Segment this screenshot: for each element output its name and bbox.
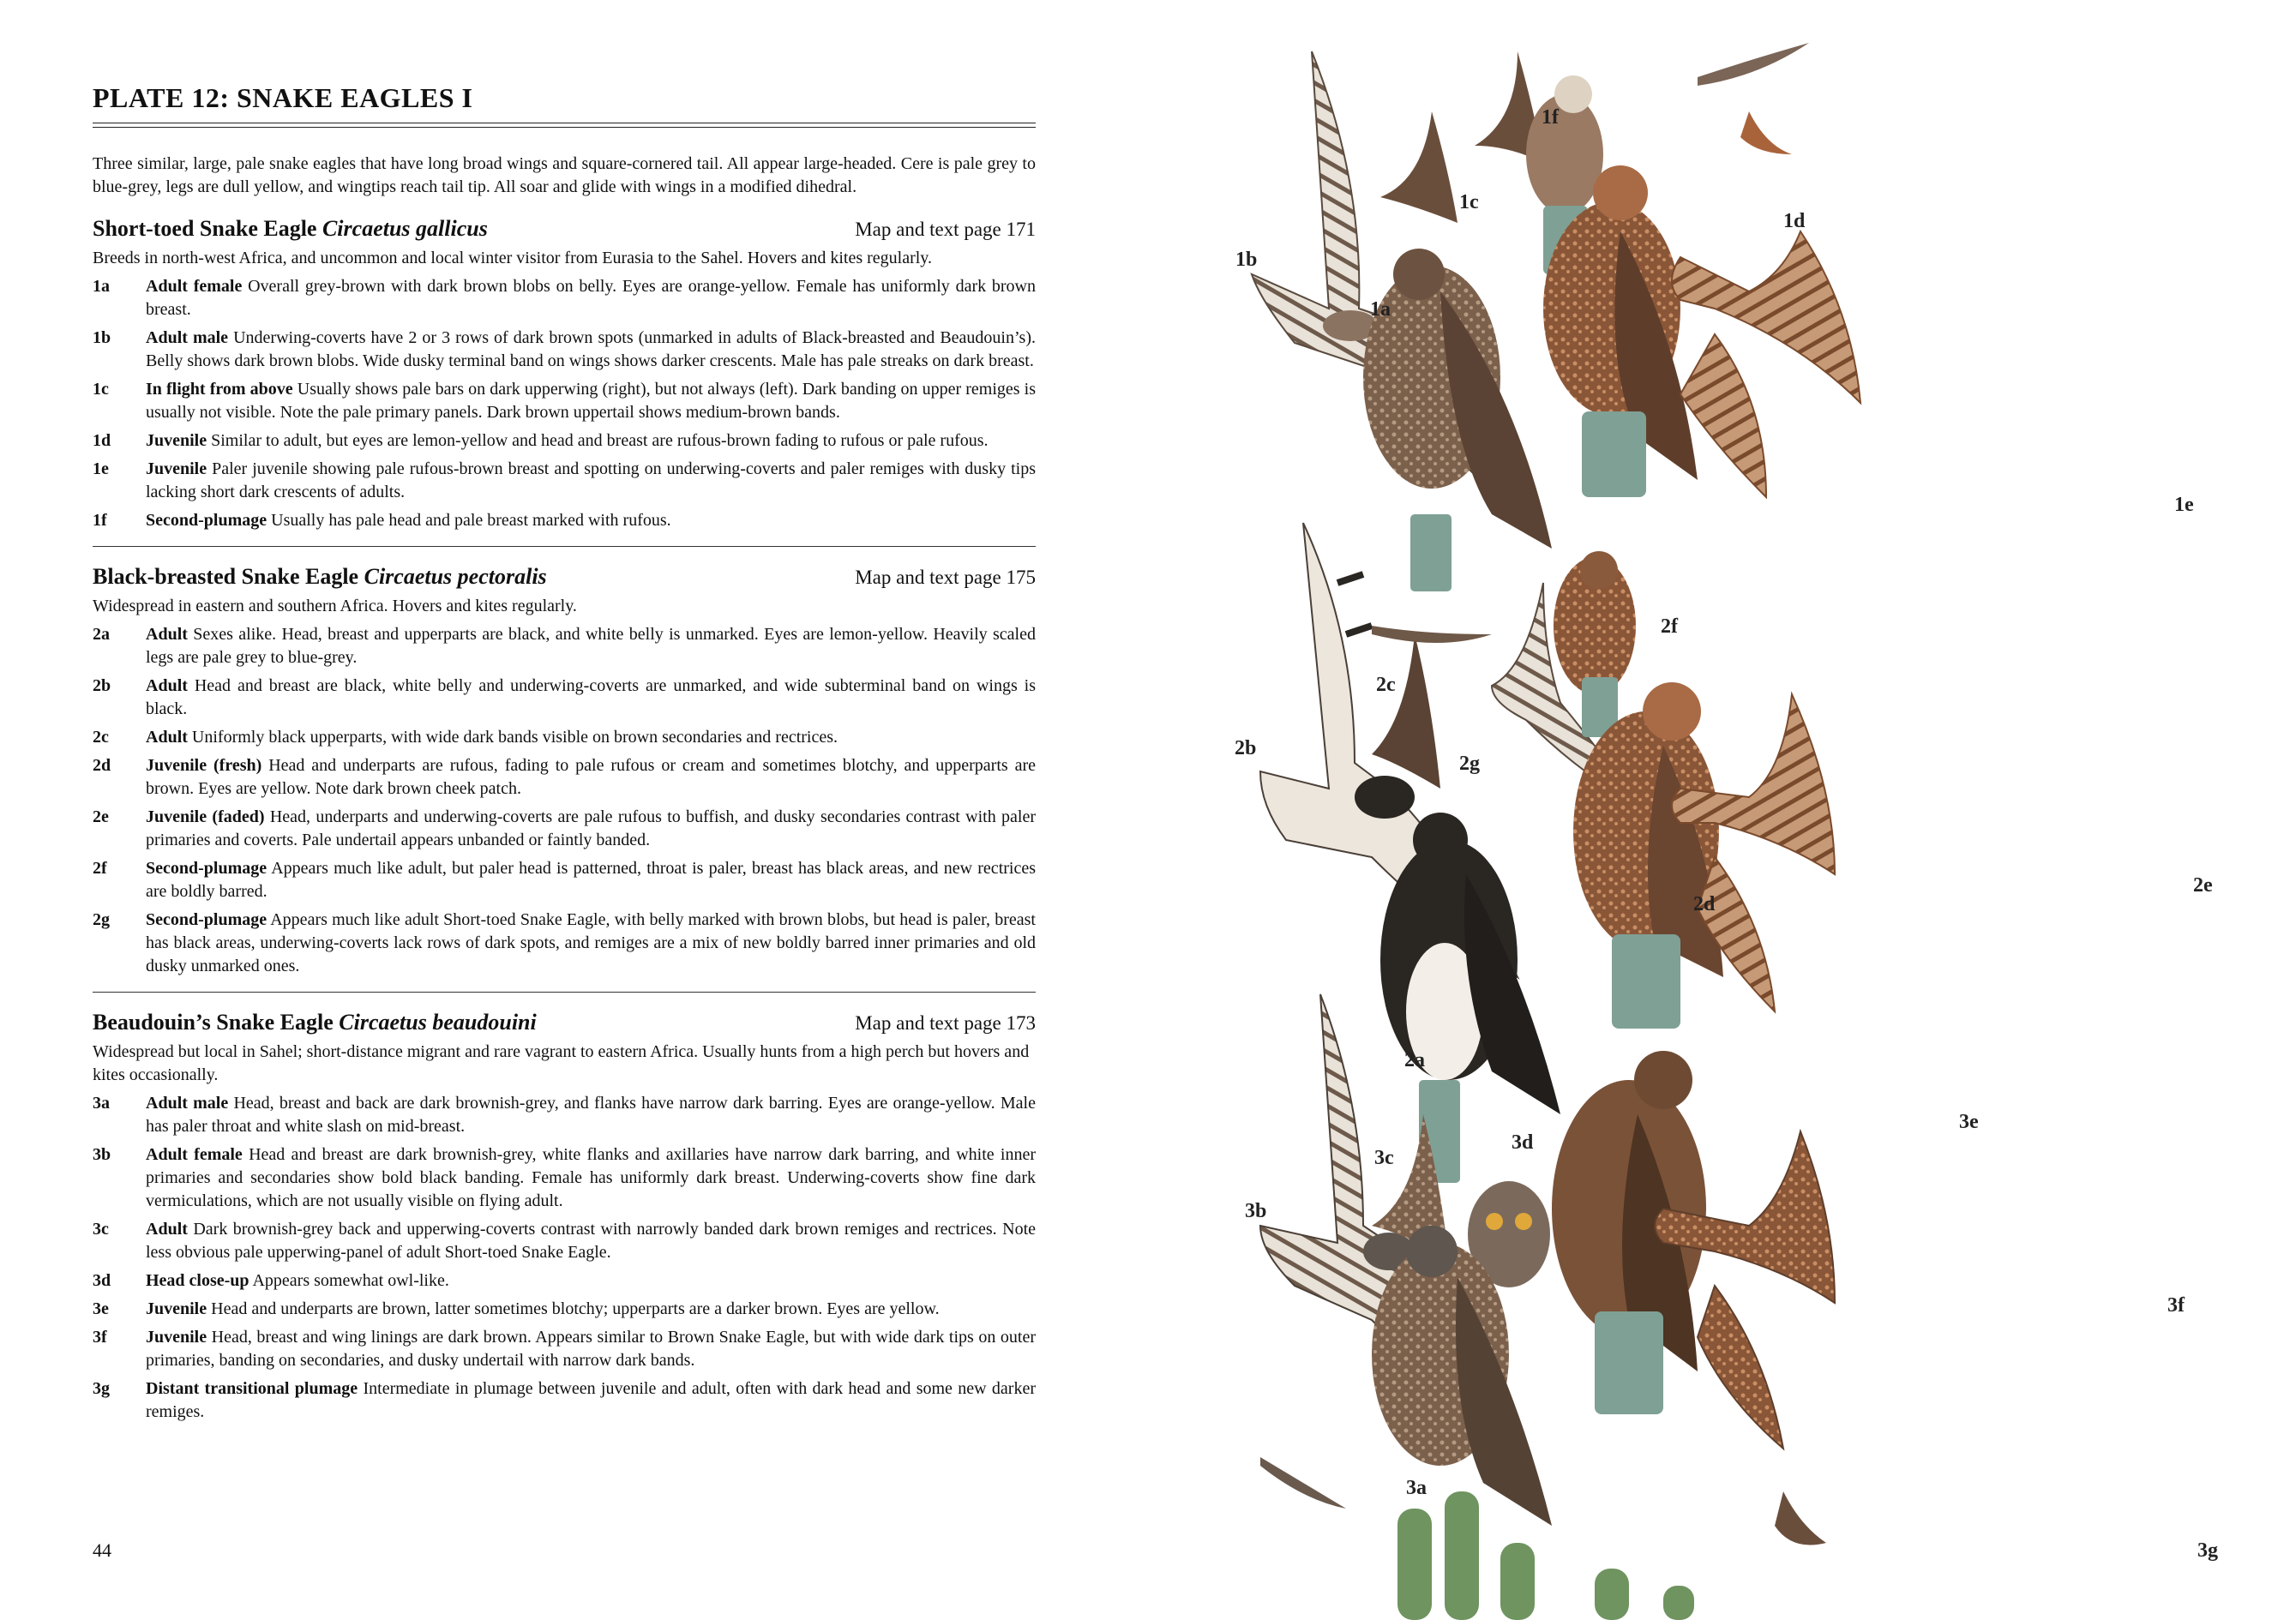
figure-label-2c: 2c xyxy=(1376,674,1396,696)
entry-label: Juvenile (fresh) xyxy=(146,756,262,775)
entry-body: Appears much like adult, but paler head is patterned, throat is paler, breast has black areas, and new rectrices are boldly barred. xyxy=(146,859,1036,901)
plumage-entry xyxy=(93,1218,1036,1264)
entry-code: 1e xyxy=(93,459,109,478)
entry-body: Head, breast and back are dark brownish-grey, and flanks have narrow dark barring. Eyes are orange-yellow. Male has paler throat and white slash on mid-breast. xyxy=(146,1094,1036,1136)
entry-body: Appears somewhat owl-like. xyxy=(249,1271,449,1290)
entry-body: Intermediate in plumage between juvenile and adult, often with dark head and some new darker remiges. xyxy=(146,1379,1036,1421)
plumage-entry xyxy=(93,754,1036,801)
entry-code: 3c xyxy=(93,1220,109,1239)
entry-code: 2c xyxy=(93,728,109,747)
entry-body: Head, breast and wing linings are dark brown. Appears similar to Brown Snake Eagle, but with wide dark tips on outer primaries, banding on secondaries, and dusky undertail with narrow dark bands. xyxy=(146,1328,1036,1370)
entry-body: Usually shows pale bars on dark upperwing (right), but not always (left). Dark banding on upper remiges is usually not visible. Note the pale primary panels. Dark brown uppertail shows medium-brown bands. xyxy=(146,380,1036,422)
entry-text xyxy=(146,1218,1036,1264)
entry-code: 3b xyxy=(93,1145,111,1164)
entry-text xyxy=(146,726,1036,749)
species-header xyxy=(93,216,1036,242)
entry-text xyxy=(146,1092,1036,1138)
plate-title: PLATE 12: SNAKE EAGLES I xyxy=(93,82,1036,123)
figure-label-3a: 3a xyxy=(1406,1477,1427,1499)
figure-label-1d: 1d xyxy=(1783,210,1806,232)
entry-body: Uniformly black upperparts, with wide dark bands visible on brown secondaries and rectrices. xyxy=(187,728,838,747)
entry-code: 3g xyxy=(93,1379,110,1398)
plumage-entry xyxy=(93,726,1036,749)
left-page xyxy=(93,82,1036,1424)
eagle-illustrations xyxy=(1235,34,2296,1620)
entry-text xyxy=(146,857,1036,903)
plumage-entry xyxy=(93,1298,1036,1321)
entry-text xyxy=(146,458,1036,504)
entry-label: Adult male xyxy=(146,1094,229,1113)
plumage-entry xyxy=(93,909,1036,978)
species-section xyxy=(93,216,1036,532)
map-page-reference: Map and text page 175 xyxy=(855,567,1036,588)
species-name xyxy=(93,564,547,590)
plumage-entry xyxy=(93,1377,1036,1424)
entry-label: Adult xyxy=(146,728,188,747)
entry-text xyxy=(146,675,1036,721)
entry-code: 2e xyxy=(93,807,109,826)
entry-body: Head and underparts are brown, latter sometimes blotchy; upperparts are a darker brown. Eyes are yellow. xyxy=(207,1299,940,1318)
species-common-name: Beaudouin’s Snake Eagle xyxy=(93,1010,334,1035)
entry-label: Juvenile (faded) xyxy=(146,807,265,826)
entry-body: Sexes alike. Head, breast and upperparts are black, and white belly is unmarked. Eyes are lemon-yellow. Heavily scaled legs are pale grey to blue-grey. xyxy=(146,625,1036,667)
species-scientific-name: Circaetus pectoralis xyxy=(364,564,547,589)
entry-text xyxy=(146,378,1036,424)
species-name xyxy=(93,1010,537,1035)
species-description: Widespread but local in Sahel; short-distance migrant and rare vagrant to eastern Africa. Usually hunts from a high perch but hovers and kites occasionally. xyxy=(93,1042,1030,1084)
entry-text xyxy=(146,806,1036,852)
page-number: 44 xyxy=(93,1539,111,1561)
entry-label: In flight from above xyxy=(146,380,293,399)
figure-label-2b: 2b xyxy=(1235,737,1257,759)
entry-code: 1a xyxy=(93,277,110,296)
entry-code: 2f xyxy=(93,859,107,878)
figure-label-3e: 3e xyxy=(1959,1111,1979,1133)
entry-body: Appears much like adult Short-toed Snake Eagle, with belly marked with brown blobs, but head is paler, breast has black areas, underwing-coverts lack rows of dark spots, and remiges are a mix of new boldly barred inner primaries and old dusky unmarked ones. xyxy=(146,910,1036,975)
entry-text xyxy=(146,275,1036,321)
entry-text xyxy=(146,623,1036,669)
entry-text xyxy=(146,1269,1036,1293)
species-description: Widespread in eastern and southern Africa. Hovers and kites regularly. xyxy=(93,597,577,615)
figure-label-1f: 1f xyxy=(1542,106,1559,129)
entry-code: 2b xyxy=(93,676,111,695)
plumage-entry xyxy=(93,857,1036,903)
plumage-entries xyxy=(93,623,1036,978)
species-scientific-name: Circaetus gallicus xyxy=(322,216,488,241)
entry-text xyxy=(146,754,1036,801)
intro-paragraph: Three similar, large, pale snake eagles that have long broad wings and square-cornered tail. All appear large-headed. Cere is pale grey to blue-grey, legs are dull yellow, and wingtips reach tail tip. All soar and glide with wings in a modified dihedral. xyxy=(93,154,1036,196)
species-name xyxy=(93,216,488,242)
species-section xyxy=(93,546,1036,978)
entry-code: 2g xyxy=(93,910,110,929)
eagle-1a-illustration xyxy=(1363,249,1552,591)
plumage-entry xyxy=(93,1143,1036,1213)
entry-body: Paler juvenile showing pale rufous-brown breast and spotting on underwing-coverts and paler remiges with dusky tips lacking short dark crescents of adults. xyxy=(146,459,1036,501)
plumage-entry xyxy=(93,327,1036,373)
plumage-entry xyxy=(93,509,1036,532)
figure-label-1b: 1b xyxy=(1235,249,1258,271)
entry-label: Distant transitional plumage xyxy=(146,1379,358,1398)
plumage-entries xyxy=(93,275,1036,532)
entry-text xyxy=(146,327,1036,373)
entry-text xyxy=(146,429,1036,453)
entry-body: Head and underparts are rufous, fading to pale rufous or cream and sometimes blotchy, and upperparts are brown. Eyes are yellow. Note dark brown cheek patch. xyxy=(146,756,1036,798)
figure-label-2g: 2g xyxy=(1459,753,1480,775)
plumage-entry xyxy=(93,675,1036,721)
plumage-entry xyxy=(93,458,1036,504)
entry-label: Juvenile xyxy=(146,431,207,450)
entry-code: 3a xyxy=(93,1094,110,1113)
entry-code: 1b xyxy=(93,328,111,347)
plumage-entry xyxy=(93,1269,1036,1293)
entry-body: Overall grey-brown with dark brown blobs on belly. Eyes are orange-yellow. Female has uniformly dark brown breast. xyxy=(146,277,1036,319)
entry-body: Dark brownish-grey back and upperwing-coverts contrast with narrowly banded dark brown remiges and rectrices. Note less obvious pale upperwing-panel of adult Short-toed Snake Eagle. xyxy=(146,1220,1036,1262)
plumage-entry xyxy=(93,1092,1036,1138)
plumage-entry xyxy=(93,275,1036,321)
entry-code: 3e xyxy=(93,1299,109,1318)
entry-body: Underwing-coverts have 2 or 3 rows of dark brown spots (unmarked in adults of Black-breasted and Beaudouin’s). Belly shows dark brown blobs. Wide dusky terminal band on wings shows darker crescents. Male has pale streaks on dark breast. xyxy=(146,328,1036,370)
figure-label-2d: 2d xyxy=(1693,893,1716,915)
eagle-2a-illustration xyxy=(1380,813,1560,1183)
entry-label: Adult xyxy=(146,676,188,695)
entry-label: Second-plumage xyxy=(146,910,267,929)
entry-label: Head close-up xyxy=(146,1271,249,1290)
species-common-name: Black-breasted Snake Eagle xyxy=(93,564,359,589)
species-header xyxy=(93,564,1036,590)
figure-label-2e: 2e xyxy=(2193,874,2213,897)
entry-label: Juvenile xyxy=(146,459,207,478)
figure-label-1c: 1c xyxy=(1459,191,1479,213)
figure-label-1a: 1a xyxy=(1370,298,1391,321)
illustration-plate xyxy=(1235,34,2296,1620)
entry-body: Head and breast are dark brownish-grey, white flanks and axillaries have narrow dark barring, and white inner primaries and secondaries show bold black banding. Female has uniformly dark breast. Underwing-coverts show fine dark vermiculations, which are not usually visible on flying adult. xyxy=(146,1145,1036,1210)
figure-label-3d: 3d xyxy=(1512,1131,1534,1154)
figure-label-3c: 3c xyxy=(1374,1147,1394,1169)
entry-label: Adult xyxy=(146,625,188,644)
entry-label: Juvenile xyxy=(146,1328,207,1347)
entry-text xyxy=(146,1326,1036,1372)
species-common-name: Short-toed Snake Eagle xyxy=(93,216,317,241)
entry-code: 3f xyxy=(93,1328,107,1347)
figure-label-2a: 2a xyxy=(1404,1049,1425,1071)
plumage-entry xyxy=(93,429,1036,453)
plumage-entry xyxy=(93,1326,1036,1372)
entry-text xyxy=(146,509,1036,532)
plumage-entry xyxy=(93,623,1036,669)
species-header xyxy=(93,1010,1036,1035)
entry-code: 2d xyxy=(93,756,111,775)
entry-text xyxy=(146,1298,1036,1321)
entry-text xyxy=(146,1143,1036,1213)
entry-code: 1c xyxy=(93,380,109,399)
entry-code: 3d xyxy=(93,1271,111,1290)
plumage-entries xyxy=(93,1092,1036,1424)
eagle-1e-illustration xyxy=(1672,231,1860,497)
entry-label: Juvenile xyxy=(146,1299,207,1318)
species-section xyxy=(93,992,1036,1424)
entry-label: Adult xyxy=(146,1220,188,1239)
plumage-entry xyxy=(93,378,1036,424)
entry-label: Adult female xyxy=(146,1145,243,1164)
entry-body: Head and breast are black, white belly and underwing-coverts are unmarked, and wide subterminal band on wings is black. xyxy=(146,676,1036,718)
species-description: Breeds in north-west Africa, and uncommon and local winter visitor from Eurasia to the Sahel. Hovers and kites regularly. xyxy=(93,249,932,267)
entry-body: Usually has pale head and pale breast marked with rufous. xyxy=(267,511,671,530)
entry-code: 2a xyxy=(93,625,110,644)
figure-label-1e: 1e xyxy=(2174,494,2194,516)
entry-text xyxy=(146,1377,1036,1424)
species-scientific-name: Circaetus beaudouini xyxy=(339,1010,537,1035)
map-page-reference: Map and text page 173 xyxy=(855,1012,1036,1034)
entry-body: Head, underparts and underwing-coverts are pale rufous to buffish, and dusky secondaries contrast with paler primaries and coverts. Pale undertail appears unbanded or faintly banded. xyxy=(146,807,1036,849)
entry-label: Second-plumage xyxy=(146,511,267,530)
entry-body: Similar to adult, but eyes are lemon-yellow and head and breast are rufous-brown fading to rufous or pale rufous. xyxy=(207,431,989,450)
map-page-reference: Map and text page 171 xyxy=(855,219,1036,240)
plumage-entry xyxy=(93,806,1036,852)
entry-label: Adult female xyxy=(146,277,243,296)
entry-code: 1d xyxy=(93,431,111,450)
entry-code: 1f xyxy=(93,511,107,530)
entry-label: Adult male xyxy=(146,328,229,347)
figure-label-3g: 3g xyxy=(2197,1539,2218,1562)
entry-label: Second-plumage xyxy=(146,859,267,878)
figure-label-3b: 3b xyxy=(1245,1200,1267,1222)
figure-label-3f: 3f xyxy=(2167,1294,2185,1317)
figure-label-2f: 2f xyxy=(1661,615,1678,638)
entry-text xyxy=(146,909,1036,978)
species-sections xyxy=(93,216,1036,1424)
